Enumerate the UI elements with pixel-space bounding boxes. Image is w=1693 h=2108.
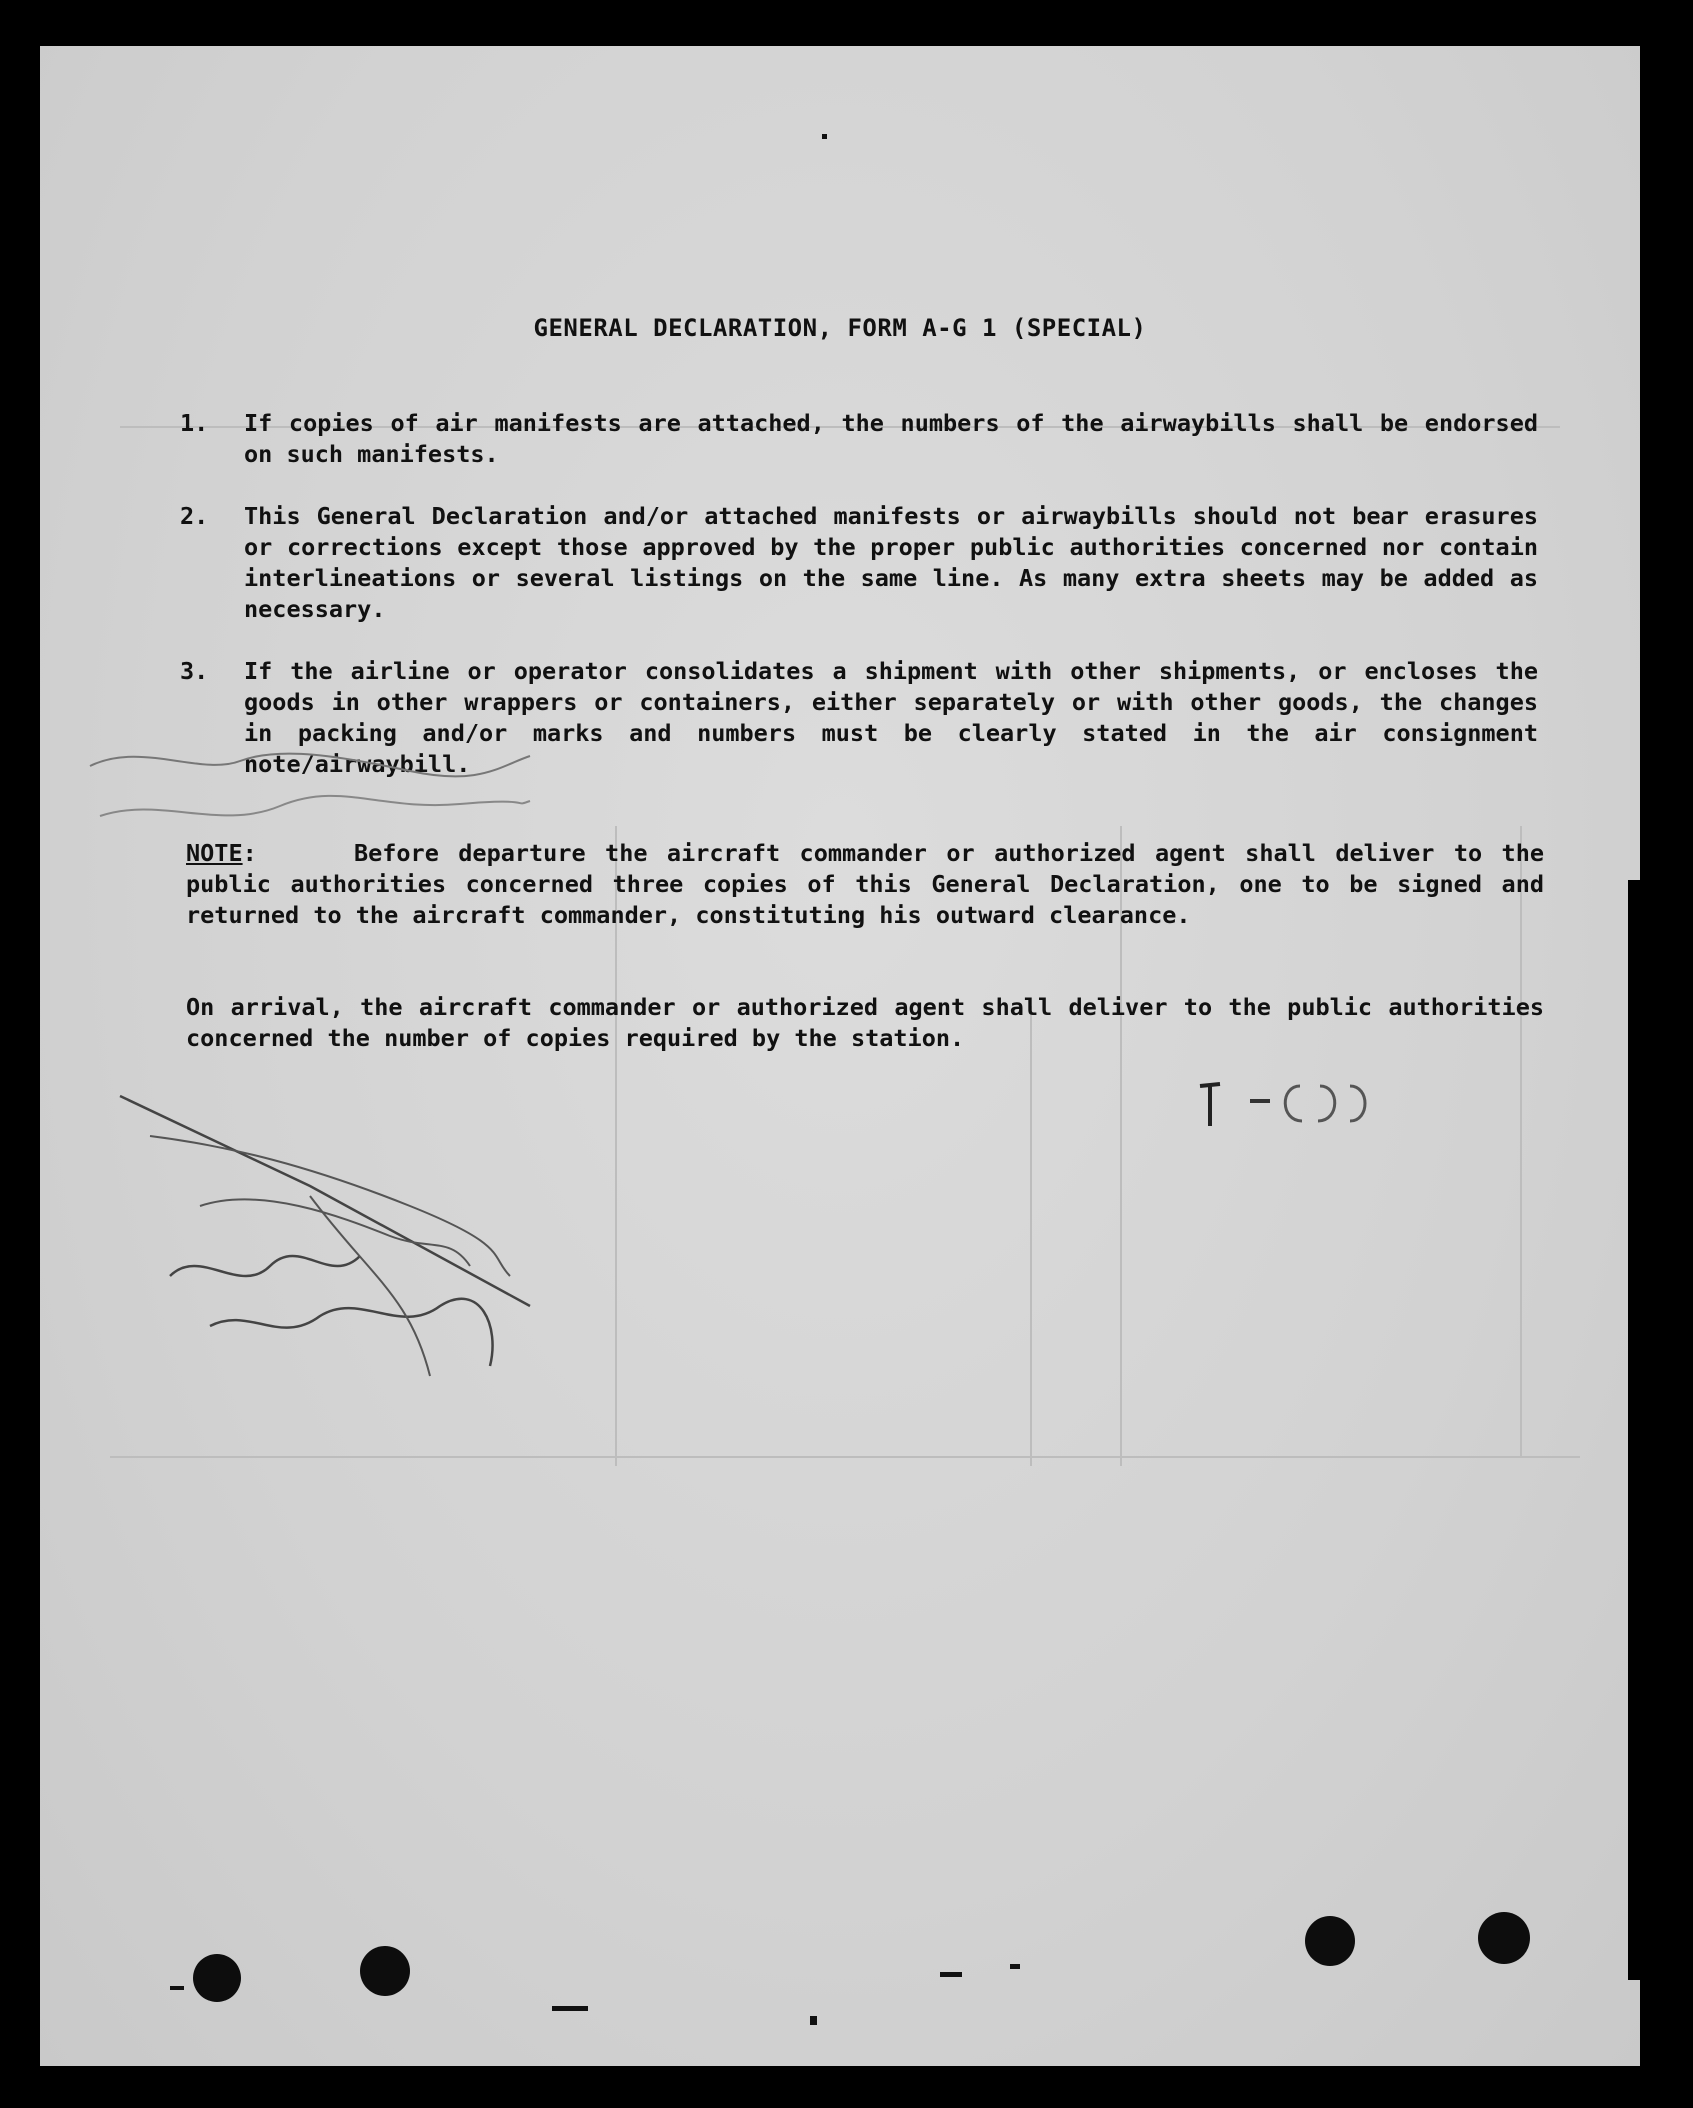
ink-speck (822, 134, 827, 139)
document-page (40, 46, 1640, 2066)
punch-hole (360, 1946, 410, 1996)
list-item-number: 2. (180, 502, 209, 530)
ink-speck (940, 1972, 962, 1977)
bleed-through-line (110, 1456, 1580, 1458)
ink-speck (810, 2016, 817, 2025)
note-colon: : (242, 839, 257, 867)
list-item-text: If copies of air manifests are attached, the numbers of the airwaybills shall be endorsed on such manifests. (244, 409, 1538, 468)
bleed-through-line (1030, 1006, 1032, 1466)
punch-hole (1305, 1916, 1355, 1966)
list-item-text: This General Declaration and/or attached manifests or airwaybills should not bear erasures or corrections except those approved by the proper public authorities concerned nor contain interlineations or several listings on the same line. As many extra sheets may be added as necessary. (244, 502, 1538, 623)
ink-speck (170, 1986, 184, 1990)
punch-hole (1478, 1912, 1530, 1964)
note-label: NOTE (186, 839, 243, 867)
ink-speck (552, 2006, 588, 2011)
arrival-paragraph: On arrival, the aircraft commander or authorized agent shall deliver to the public authorities concerned the number of copies required by the station. (186, 993, 1544, 1052)
note-text: Before departure the aircraft commander or authorized agent shall deliver to the public authorities concerned three copies of this General Declaration, one to be signed and returned to the aircraft commander, constituting his outward clearance. (186, 839, 1544, 929)
punch-hole (193, 1954, 241, 2002)
handwritten-scrawl (80, 736, 540, 846)
note-paragraph (186, 838, 1544, 931)
list-item-text: If the airline or operator consolidates a shipment with other shipments, or encloses the goods in other wrappers or containers, either separately or with other goods, the changes in packing and/or marks and numbers must be clearly stated in the air consignment note/airwaybill. (244, 657, 1538, 778)
page-title: GENERAL DECLARATION, FORM A-G 1 (SPECIAL) (533, 314, 1147, 342)
ink-speck (1010, 1964, 1020, 1969)
stamp-mark (1190, 1066, 1390, 1136)
list-item-number: 3. (180, 657, 209, 685)
page-edge-shadow (1628, 880, 1648, 1980)
signature-scrawl (110, 1076, 550, 1406)
list-item-number: 1. (180, 409, 209, 437)
